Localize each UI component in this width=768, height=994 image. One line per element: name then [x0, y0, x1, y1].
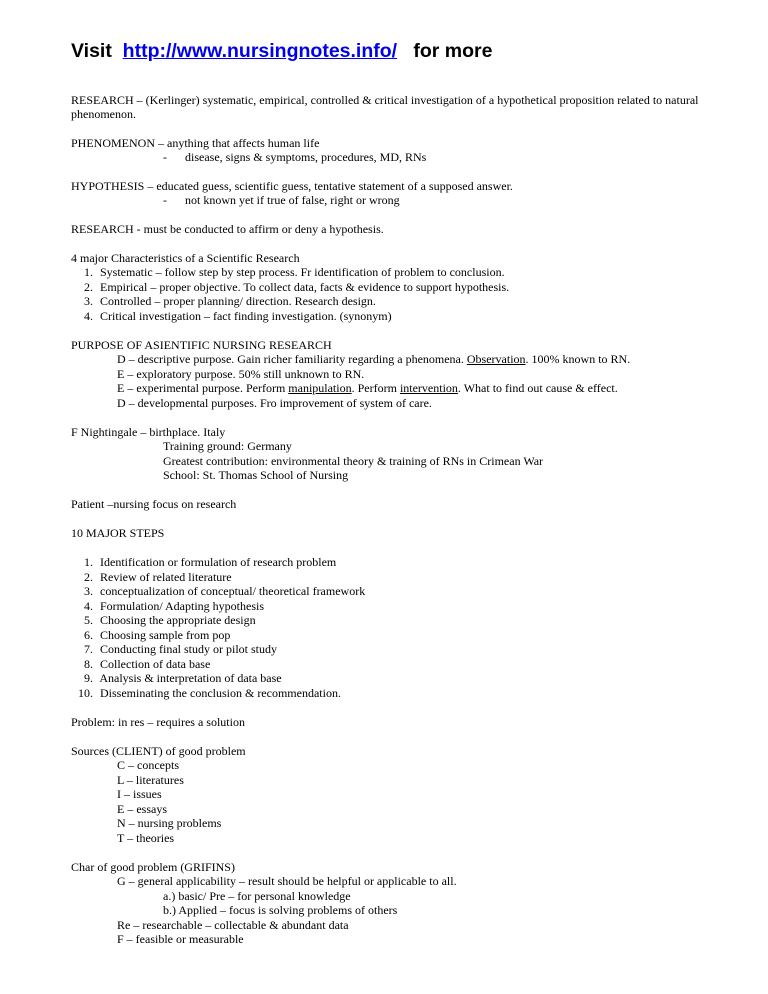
- purpose-developmental: D – developmental purposes. Fro improvement of system of care.: [117, 396, 432, 410]
- hypothesis-line: HYPOTHESIS – educated guess, scientific guess, tentative statement of a supposed answer.: [71, 179, 513, 193]
- nightingale-line: F Nightingale – birthplace. Italy: [71, 425, 226, 439]
- page-header: [71, 40, 492, 63]
- characteristics-title: 4 major Characteristics of a Scientific Research: [71, 251, 300, 265]
- char-problem-f: F – feasible or measurable: [117, 932, 244, 946]
- purpose-experimental: E – experimental purpose. Perform manipulation. Perform intervention. What to find out cause & effect.: [117, 381, 618, 395]
- list-item: 4. Critical investigation – fact finding investigation. (synonym): [84, 309, 392, 323]
- char-problem-b: b.) Applied – focus is solving problems of others: [163, 903, 398, 917]
- research-definition: RESEARCH – (Kerlinger) systematic, empirical, controlled & critical investigation of a hypothetical proposition related to natural phenomenon.: [71, 93, 699, 121]
- nightingale-contribution: Greatest contribution: environmental theory & training of RNs in Crimean War: [163, 454, 544, 468]
- list-item: 6. Choosing sample from pop: [84, 628, 231, 642]
- list-item: 2. Empirical – proper objective. To collect data, facts & evidence to support hypothesis.: [84, 280, 510, 294]
- list-item: L – literatures: [117, 773, 184, 787]
- purpose-title: PURPOSE OF ASIENTIFIC NURSING RESEARCH: [71, 338, 332, 352]
- char-problem-title: Char of good problem (GRIFINS): [71, 860, 235, 874]
- list-item: 7. Conducting final study or pilot study: [84, 642, 277, 656]
- hypothesis-bullet: - not known yet if true of false, right or wrong: [163, 193, 400, 207]
- header-url-link[interactable]: http://www.nursingnotes.info/: [122, 40, 398, 62]
- phenomenon-line: PHENOMENON – anything that affects human life: [71, 136, 320, 150]
- header-visit: Visit: [71, 40, 112, 62]
- list-item: C – concepts: [117, 758, 179, 772]
- list-item: 1. Systematic – follow step by step process. Fr identification of problem to conclusion.: [84, 265, 505, 279]
- list-item: I – issues: [117, 787, 162, 801]
- list-item: E – essays: [117, 802, 167, 816]
- char-problem-re: Re – researchable – collectable & abundant data: [117, 918, 349, 932]
- list-item: 3. Controlled – proper planning/ direction. Research design.: [84, 294, 376, 308]
- list-item: 2. Review of related literature: [84, 570, 232, 584]
- problem-line: Problem: in res – requires a solution: [71, 715, 245, 729]
- header-more: for more: [413, 40, 493, 62]
- nightingale-school: School: St. Thomas School of Nursing: [163, 468, 349, 482]
- purpose-descriptive: D – descriptive purpose. Gain richer familiarity regarding a phenomena. Observation. 100% known to RN.: [117, 352, 631, 366]
- list-item: 8. Collection of data base: [84, 657, 211, 671]
- phenomenon-bullet: - disease, signs & symptoms, procedures, MD, RNs: [163, 150, 427, 164]
- list-item: 1. Identification or formulation of research problem: [84, 555, 337, 569]
- list-item: 10. Disseminating the conclusion & recommendation.: [78, 686, 341, 700]
- list-item: N – nursing problems: [117, 816, 222, 830]
- purpose-exploratory: E – exploratory purpose. 50% still unknown to RN.: [117, 367, 365, 381]
- list-item: T – theories: [117, 831, 175, 845]
- nightingale-training: Training ground: Germany: [163, 439, 292, 453]
- list-item: 9. Analysis & interpretation of data base: [84, 671, 282, 685]
- sources-title: Sources (CLIENT) of good problem: [71, 744, 246, 758]
- char-problem-g: G – general applicability – result should be helpful or applicable to all.: [117, 874, 457, 888]
- list-item: 4. Formulation/ Adapting hypothesis: [84, 599, 264, 613]
- research-must-line: RESEARCH - must be conducted to affirm or deny a hypothesis.: [71, 222, 384, 236]
- char-problem-a: a.) basic/ Pre – for personal knowledge: [163, 889, 351, 903]
- steps-title: 10 MAJOR STEPS: [71, 526, 165, 540]
- list-item: 5. Choosing the appropriate design: [84, 613, 256, 627]
- list-item: 3. conceptualization of conceptual/ theoretical framework: [84, 584, 366, 598]
- patient-line: Patient –nursing focus on research: [71, 497, 237, 511]
